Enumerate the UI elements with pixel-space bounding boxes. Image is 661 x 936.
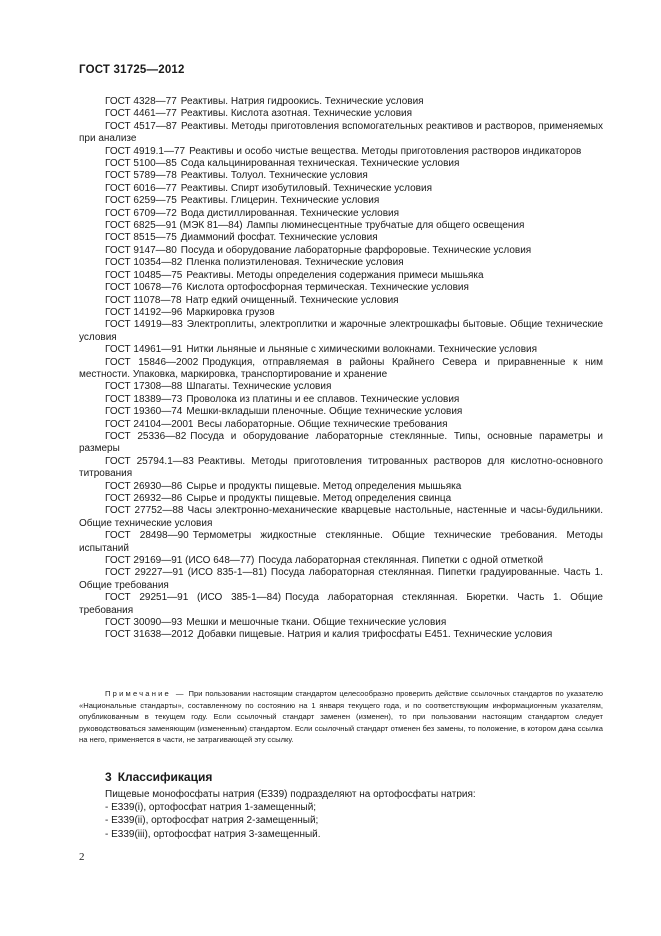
reference-code: ГОСТ 10678—76 <box>105 282 183 294</box>
reference-entry <box>79 505 603 530</box>
reference-entry <box>79 295 603 307</box>
section-intro: Пищевые монофосфаты натрия (Е339) подразделяют на ортофосфаты натрия: <box>105 789 476 800</box>
classification-section <box>79 770 603 841</box>
reference-title: Сырье и продукты пищевые. Метод определения свинца <box>186 493 452 504</box>
reference-entry <box>79 307 603 319</box>
reference-entry <box>79 195 603 207</box>
reference-title: Реактивы. Натрия гидроокись. Технические условия <box>180 96 424 107</box>
reference-code: ГОСТ 17308—88 <box>105 381 183 393</box>
reference-entry <box>79 567 603 592</box>
reference-title: Маркировка грузов <box>186 306 275 318</box>
section-heading <box>105 770 603 784</box>
reference-entry <box>79 394 603 406</box>
reference-title: Сырье и продукты пищевые. Метод определения мышьяка <box>186 480 462 492</box>
reference-code: ГОСТ 5100—85 <box>105 158 177 170</box>
reference-title: Реактивы. Глицерин. Технические условия <box>180 195 380 207</box>
list-item: - Е339(iii), ортофосфат натрия 3-замещенный. <box>105 828 321 840</box>
document-header: ГОСТ 31725—2012 <box>79 64 185 76</box>
reference-entry <box>79 121 603 146</box>
reference-entry <box>79 530 603 555</box>
reference-title: Термометры жидкостные стеклянные. Общие технические требования. Методы испытаний <box>79 530 603 554</box>
reference-title: Посуда лабораторная стеклянная. Пипетки с одной отметкой <box>258 555 544 567</box>
reference-code: ГОСТ 15846—2002 <box>105 356 199 368</box>
reference-entry <box>79 220 603 232</box>
reference-code: ГОСТ 26930—86 <box>105 480 183 492</box>
reference-code: ГОСТ 29169—91 (ИСО 648—77) <box>105 555 255 567</box>
reference-code: ГОСТ 25336—82 <box>105 430 187 442</box>
reference-code: ГОСТ 19360—74 <box>105 406 183 418</box>
reference-title: Часы электронно-механические кварцевые настольные, настенные и часы-будильники. Общие технические условия <box>79 505 603 529</box>
reference-title: Весы лабораторные. Общие технические требования <box>197 418 448 430</box>
reference-title: Вода дистиллированная. Технические условия <box>180 207 400 219</box>
reference-entry <box>79 108 603 120</box>
section-number: 3 <box>105 770 112 784</box>
reference-code: ГОСТ 14919—83 <box>105 319 183 331</box>
reference-title: Добавки пищевые. Натрия и калия трифосфаты Е451. Технические условия <box>197 629 553 641</box>
reference-entry <box>79 481 603 493</box>
reference-code: ГОСТ 29251—91 (ИСО 385-1—84) <box>105 592 282 604</box>
reference-code: ГОСТ 14192—96 <box>105 306 183 318</box>
reference-title: Реактивы. Методы приготовления титрованных растворов для кислотно-основного титрования <box>79 455 603 480</box>
reference-code: ГОСТ 24104—2001 <box>105 418 194 430</box>
reference-code: ГОСТ 11078—78 <box>105 294 182 306</box>
references-note <box>79 688 603 746</box>
page-number: 2 <box>79 851 85 863</box>
reference-entry <box>79 319 603 344</box>
reference-title: Диаммоний фосфат. Технические условия <box>180 232 378 244</box>
reference-code: ГОСТ 18389—73 <box>105 393 183 405</box>
reference-entry <box>79 431 603 456</box>
reference-entry <box>79 592 603 617</box>
reference-entry <box>79 170 603 182</box>
reference-title: Реактивы. Кислота азотная. Технические условия <box>180 108 413 120</box>
reference-entry <box>79 493 603 505</box>
reference-title: Кислота ортофосфорная термическая. Технические условия <box>186 282 469 294</box>
section-title: Классификация <box>117 770 213 784</box>
reference-entry <box>79 232 603 244</box>
reference-title: Посуда и оборудование лабораторные стеклянные. Типы, основные параметры и размеры <box>79 430 603 455</box>
reference-entry <box>79 183 603 195</box>
reference-entry <box>79 629 603 641</box>
reference-code: ГОСТ 10354—82 <box>105 257 183 269</box>
reference-title: Нитки льняные и льняные с химическими волокнами. Технические условия <box>186 344 538 356</box>
reference-entry <box>79 245 603 257</box>
list-item: - Е339(ii), ортофосфат натрия 2-замещенный; <box>105 815 319 827</box>
reference-code: ГОСТ 27752—88 <box>105 505 184 517</box>
reference-title: Лампы люминесцентные трубчатые для общего освещения <box>246 220 525 232</box>
note-text: При пользовании настоящим стандартом целесообразно проверить действие ссылочных стандартов по указателю «Национальные стандарты», составленному по состоянию на 1 января текущего года, и по соответствующим информационным указателям, опубликованным в текущем году. Если ссылочный стандарт заменен (изменен), то при пользовании настоящим стандартом следует руководствоваться заменяющим (измененным) стандартом. Если ссылочный стандарт отменен без замены, то положение, в котором дана ссылка на него, применяется в части, не затрагивающей эту ссылку. <box>79 689 603 745</box>
reference-entry <box>79 419 603 431</box>
reference-title: Мешки и мешочные ткани. Общие технические условия <box>186 617 447 629</box>
reference-title: Проволока из платины и ее сплавов. Технические условия <box>186 393 460 405</box>
reference-code: ГОСТ 4517—87 <box>105 120 177 132</box>
reference-title: Мешки-вкладыши пленочные. Общие технические условия <box>186 406 463 418</box>
reference-title: Продукция, отправляемая в районы Крайнего Севера и приравненные к ним местности. Упаковка, маркировка, транспортирование и хранение <box>79 356 603 380</box>
reference-title: Реактивы и особо чистые вещества. Методы приготовления растворов индикаторов <box>189 145 582 157</box>
reference-entry <box>79 344 603 356</box>
reference-title: Натр едкий очищенный. Технические условия <box>185 294 399 306</box>
note-label: Примечание — <box>105 689 186 698</box>
reference-code: ГОСТ 5789—78 <box>105 170 177 182</box>
reference-code: ГОСТ 8515—75 <box>105 232 177 244</box>
reference-title: Пленка полиэтиленовая. Технические условия <box>186 257 404 269</box>
reference-entry <box>79 617 603 629</box>
reference-code: ГОСТ 4461—77 <box>105 108 177 120</box>
reference-title: Шпагаты. Технические условия <box>186 381 332 393</box>
reference-code: ГОСТ 30090—93 <box>105 617 183 629</box>
reference-entry <box>79 257 603 269</box>
reference-code: ГОСТ 6825—91 (МЭК 81—84) <box>105 220 243 232</box>
reference-entry <box>79 555 603 567</box>
reference-code: ГОСТ 6709—72 <box>105 207 177 219</box>
reference-title: Реактивы. Спирт изобутиловый. Технические условия <box>180 182 432 194</box>
reference-title: Посуда и оборудование лабораторные фарфоровые. Технические условия <box>180 244 532 256</box>
reference-entry <box>79 208 603 220</box>
reference-code: ГОСТ 26932—86 <box>105 493 183 504</box>
reference-code: ГОСТ 4919.1—77 <box>105 145 186 157</box>
reference-code: ГОСТ 14961—91 <box>105 344 183 356</box>
reference-title: Реактивы. Методы определения содержания примеси мышьяка <box>186 269 484 281</box>
reference-entry <box>79 456 603 481</box>
reference-code: ГОСТ 9147—80 <box>105 244 177 256</box>
reference-entry <box>79 357 603 382</box>
normative-references-list <box>79 96 603 642</box>
reference-code: ГОСТ 4328—77 <box>105 96 177 107</box>
list-item: - Е339(i), ортофосфат натрия 1-замещенный; <box>105 802 317 814</box>
reference-code: ГОСТ 6259—75 <box>105 195 177 207</box>
reference-code: ГОСТ 25794.1—83 <box>105 455 194 467</box>
reference-title: Сода кальцинированная техническая. Технические условия <box>180 158 460 170</box>
reference-title: Реактивы. Методы приготовления вспомогательных реактивов и растворов, применяемых при анализе <box>79 120 603 145</box>
reference-entry <box>79 96 603 108</box>
reference-title: Посуда лабораторная стеклянная. Бюретки. Часть 1. Общие требования <box>79 592 603 616</box>
reference-title: Электроплиты, электроплитки и жарочные электрошкафы бытовые. Общие технические условия <box>79 319 603 343</box>
reference-entry <box>79 158 603 170</box>
reference-entry <box>79 282 603 294</box>
reference-code: ГОСТ 28498—90 <box>105 530 189 542</box>
reference-title: Реактивы. Толуол. Технические условия <box>180 170 368 182</box>
reference-entry <box>79 406 603 418</box>
reference-entry <box>79 270 603 282</box>
reference-entry <box>79 381 603 393</box>
reference-title: Посуда лабораторная стеклянная. Пипетки градуированные. Часть 1. Общие требования <box>79 567 603 591</box>
reference-entry <box>79 146 603 158</box>
reference-code: ГОСТ 10485—75 <box>105 269 183 281</box>
reference-code: ГОСТ 6016—77 <box>105 182 177 194</box>
reference-code: ГОСТ 31638—2012 <box>105 629 194 641</box>
reference-code: ГОСТ 29227—91 (ИСО 835-1—81) <box>105 567 267 579</box>
